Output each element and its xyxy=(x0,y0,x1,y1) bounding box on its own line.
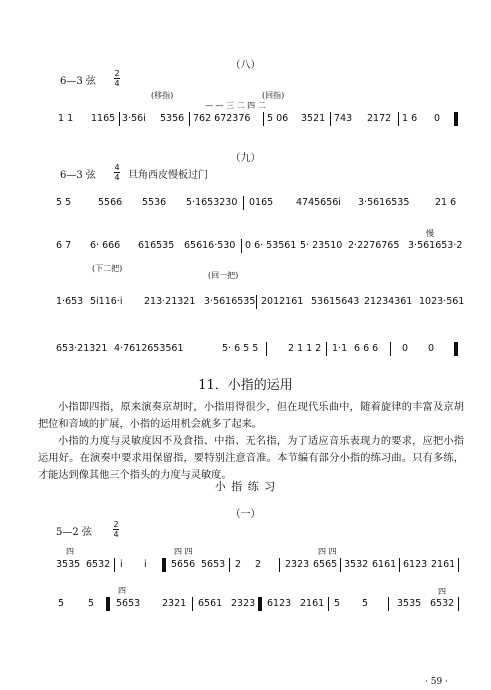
staff-row xyxy=(56,558,466,582)
measure: 2161 xyxy=(431,559,456,570)
measure: 3·561653·2 xyxy=(408,240,463,251)
measure: 2172 xyxy=(367,113,392,124)
measure: 1·653 xyxy=(56,296,84,307)
section-title: 11．小指的运用 xyxy=(198,378,293,393)
measure: 0 xyxy=(428,343,435,354)
measure: 5656 xyxy=(171,559,196,570)
measure: 2161 xyxy=(300,598,325,609)
time-signature: 4 4 xyxy=(114,163,120,182)
measure: 53615643 xyxy=(311,296,360,307)
paragraph: 小指即四指，原来演奏京胡时，小指用得很少，但在现代乐曲中，随着旋律的丰富及京胡把位和音域的扩展，小指的运用机会就多了起来。 xyxy=(38,402,464,430)
measure: 653·21321 xyxy=(56,343,108,354)
measure: 616535 xyxy=(138,240,175,251)
measure: 5536 xyxy=(142,197,167,208)
measure: 5· 6 5 5 xyxy=(222,343,259,354)
annotation-return-finger: (回指) xyxy=(262,91,285,100)
measure: 0 xyxy=(434,113,441,124)
staff-row xyxy=(56,597,466,621)
annotation-down-two: (下二把) xyxy=(92,264,123,273)
page-number: · 59 · xyxy=(425,677,448,687)
measure: 65616·530 xyxy=(184,240,236,251)
staff-row xyxy=(56,295,464,319)
measure: 5566 xyxy=(98,197,123,208)
time-signature: 2 4 xyxy=(113,520,119,539)
section-8-heading: （八） xyxy=(230,60,261,71)
measure: 0 6· 53561 xyxy=(245,240,297,251)
measure: 4745656i xyxy=(296,197,341,208)
measure: 5 06 xyxy=(267,113,289,124)
measure: 3·5616535 xyxy=(204,296,256,307)
measure: 213·21321 xyxy=(144,296,196,307)
annotation-move-finger: (移指) xyxy=(151,91,174,100)
finger-mark: 四 四 xyxy=(174,547,193,556)
measure: 6· 666 xyxy=(90,240,121,251)
measure: 5·1653230 xyxy=(186,197,238,208)
measure: 5 xyxy=(58,598,65,609)
staff-row xyxy=(58,112,458,136)
body-text xyxy=(38,399,464,484)
measure: 2·2276765 xyxy=(348,240,400,251)
measure: 2321 xyxy=(162,598,187,609)
measure: 6161 xyxy=(372,559,397,570)
measure: 5 xyxy=(88,598,95,609)
string-label: 5—2 弦 xyxy=(56,527,92,538)
measure: 5 xyxy=(334,598,341,609)
measure: 3·5616535 xyxy=(358,197,410,208)
measure: 3·56i xyxy=(122,113,146,124)
finger-mark: 四 xyxy=(438,587,446,596)
measure: 3532 xyxy=(344,559,369,570)
measure: 1·1 xyxy=(332,343,348,354)
staff-row xyxy=(56,196,464,220)
measure: 6123 xyxy=(403,559,428,570)
measure: 2323 xyxy=(231,598,256,609)
measure: 6561 xyxy=(198,598,223,609)
measure: 3521 xyxy=(301,113,326,124)
measure: 5i116·i xyxy=(90,296,123,307)
measure: 4·7612653561 xyxy=(114,343,184,354)
ornament-marks: — — 三 二 四 二 xyxy=(205,101,266,110)
measure: 2323 xyxy=(285,559,310,570)
measure: 743 xyxy=(334,113,353,124)
measure: 2 1 1 2 xyxy=(288,343,322,354)
string-label: 6—3 弦 xyxy=(60,76,96,87)
measure: 6123 xyxy=(267,598,292,609)
measure: 1 1 xyxy=(58,113,74,124)
practice-heading: （一） xyxy=(230,509,261,520)
measure: 6 7 xyxy=(56,240,72,251)
measure: 2 xyxy=(235,559,242,570)
measure: 2 xyxy=(255,559,262,570)
measure: 6532 xyxy=(430,598,455,609)
measure: 1 6 xyxy=(402,113,418,124)
measure: 0 xyxy=(402,343,409,354)
measure: 5 5 xyxy=(56,197,72,208)
measure: 5653 xyxy=(116,598,141,609)
measure: 6 6 6 xyxy=(354,343,379,354)
measure: i xyxy=(120,559,123,570)
measure: 6565 xyxy=(313,559,338,570)
paragraph: 小指的力度与灵敏度因不及食指、中指、无名指，为了适应音乐表现力的要求，应把小指运用好。在演奏中要求用保留指，要特别注意音准。本节编有部分小指的练习曲。只有多练，才能达到像其他三个指头的力度与灵敏度。 xyxy=(38,436,464,481)
annotation-back-one: (回一把) xyxy=(208,271,239,280)
tempo-mark: 慢 xyxy=(426,229,434,238)
time-signature: 2 4 xyxy=(114,69,120,88)
measure: 5· 23510 xyxy=(300,240,343,251)
measure: 3535 xyxy=(56,559,81,570)
measure: 0165 xyxy=(249,197,274,208)
measure: 6532 xyxy=(86,559,111,570)
finger-mark: 四 四 xyxy=(318,547,337,556)
measure: i xyxy=(144,559,147,570)
measure: 5356 xyxy=(160,113,185,124)
staff-row xyxy=(56,342,464,366)
piece-title: 旦角西皮慢板过门 xyxy=(128,170,208,181)
measure: 1023·561 xyxy=(419,296,465,307)
measure: 2012161 xyxy=(261,296,304,307)
finger-mark: 四 xyxy=(66,547,74,556)
string-label: 6—3 弦 xyxy=(60,170,96,181)
measure: 3535 xyxy=(397,598,422,609)
measure: 762 672376 xyxy=(193,113,251,124)
section-9-heading: （九） xyxy=(230,153,261,164)
measure: 1165 xyxy=(91,113,116,124)
staff-row xyxy=(56,239,464,263)
measure: 21234361 xyxy=(364,296,413,307)
measure: 21 6 xyxy=(435,197,457,208)
finger-mark: 四 xyxy=(118,586,126,595)
measure: 5653 xyxy=(201,559,226,570)
measure: 5 xyxy=(362,598,369,609)
practice-title: 小 指 练 习 xyxy=(214,480,277,493)
